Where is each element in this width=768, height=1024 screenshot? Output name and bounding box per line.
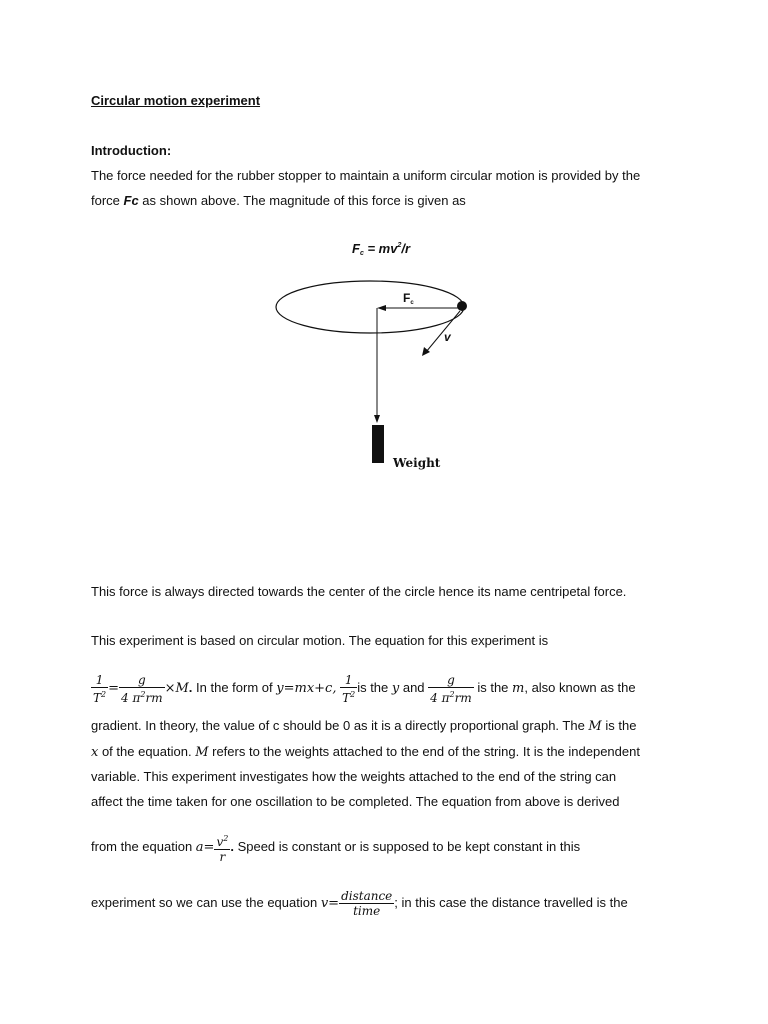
fc-arrowhead [377, 305, 386, 311]
intro-line-2-pre: force [91, 193, 124, 208]
x-line: x of the equation. M refers to the weights attached to the end of the string. It is the independent [91, 744, 640, 760]
document-title: Circular motion experiment [91, 93, 261, 108]
fraction-g-over-4pi2rm: $\frac{g}{4 \pi^2rm}$ [121, 672, 163, 705]
fc-label: Fc [123, 193, 139, 208]
eq-dot: . [188, 680, 193, 695]
equation-line [91, 670, 636, 707]
affect-line: affect the time taken for one oscillation to be completed. The equation from above is derived [91, 794, 620, 809]
rubber-stopper [457, 301, 467, 311]
formula-rest: = mv [363, 241, 398, 256]
formula-f: F [352, 241, 360, 256]
fraction-g-over-4pi2rm-b: $\frac{g}{4 \pi^2rm}$ [430, 672, 472, 705]
x-line-m: M [195, 745, 209, 760]
intro-line-1: The force needed for the rubber stopper to maintain a uniform circular motion is provided by the [91, 168, 641, 183]
velocity-label: v [444, 330, 451, 344]
string-arrowhead [374, 415, 380, 423]
from-dot: . [230, 839, 234, 854]
eq-y: y [391, 681, 400, 696]
equals-sign: = [108, 681, 120, 696]
formula-tail: /r [401, 241, 411, 256]
eq-text-4: is the [473, 680, 513, 695]
variable-line: variable. This experiment investigates how the weights attached to the end of the string can [91, 769, 617, 784]
weight-label: Weight [393, 456, 441, 470]
introduction-heading: Introduction: [91, 143, 172, 158]
fraction-distance-over-time: $\frac{\text{distance}}{\text{time}}$ [341, 889, 393, 919]
intro-line-2 [91, 193, 466, 209]
eq-text-3: and [399, 680, 429, 695]
fc-diagram-label: Fc [403, 291, 414, 306]
fraction-1-over-t2-b: $\frac{1}{T^2}$ [342, 672, 356, 705]
formula-sup: 2 [397, 242, 402, 249]
force-formula [352, 241, 411, 257]
eq-m: m [512, 681, 525, 696]
eq-text-1: In the form of [192, 680, 277, 695]
gradient-line: gradient. In theory, the value of c should be 0 as it is a directly proportional graph. The M is the [91, 718, 637, 734]
a-equals: a= [195, 840, 215, 855]
orbit-ellipse [276, 281, 464, 333]
eq-text-5: , also known as the [524, 680, 636, 695]
times-m: ×M [164, 681, 189, 696]
eq-text-2: is the [357, 680, 392, 695]
experiment-line: experiment so we can use the equation v= $\frac{\text{distance}}{\text{time}}$ ; in this case the distance travelled is the [91, 889, 628, 919]
gradient-m: M [588, 719, 602, 734]
velocity-arrow-line [426, 311, 460, 352]
para-experiment: This experiment is based on circular motion. The equation for this experiment is [91, 633, 549, 648]
circular-motion-diagram [0, 225, 768, 485]
weight-block [372, 425, 384, 463]
from-equation-line: from the equation a= $\frac{v^2}{r}$ . Speed is constant or is supposed to be kept constant in this [91, 833, 581, 864]
x-var: x [91, 745, 99, 760]
fraction-v2-over-r: $\frac{v^2}{r}$ [216, 833, 229, 864]
formula-sub: c [359, 250, 364, 257]
para-centripetal: This force is always directed towards the center of the circle hence its name centripetal force. [91, 584, 627, 599]
fraction-1-over-t2: $\frac{1}{T^2}$ [93, 672, 107, 705]
v-equals: v= [320, 896, 340, 911]
intro-line-2-post: as shown above. The magnitude of this force is given as [138, 193, 466, 208]
ymxc: y=mx+c, [276, 681, 337, 696]
